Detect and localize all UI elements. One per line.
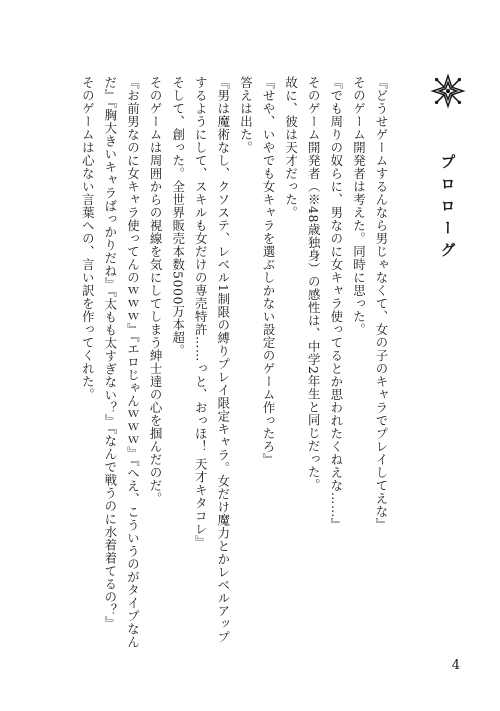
text-line: 答えは出た。 xyxy=(238,76,254,154)
text-line: 『男は魔術なし、クソステ、レベル1制限の縛りプレイ限定キャラ。女だけ魔力とかレベルアップ xyxy=(215,76,231,644)
text-line: するようにして、スキルも女だけの専売特許……っと、おっほ！ 天才キタコレ』 xyxy=(193,76,209,549)
text-line: そのゲームは周囲からの視線を気にしてしまう紳士達の心を掴んだのだ。 xyxy=(148,76,164,505)
chapter-title: プロローグ xyxy=(438,154,457,264)
body-text xyxy=(76,76,392,649)
text-line: そのゲームは心ない言葉への、言い訳を作ってくれた。 xyxy=(80,76,96,401)
chapter-heading xyxy=(428,72,468,264)
page-number: 4 xyxy=(451,658,460,673)
text-line: そして、創った。全世界販売本数5000万本超。 xyxy=(170,76,186,357)
text-line: 『どうせゲームするんなら男じゃなくて、女の子のキャラでプレイしてえな』 xyxy=(374,76,389,531)
text-line: そのゲーム開発者は考えた。同時に思った。 xyxy=(351,76,367,336)
text-line: 『お前男なのに女キャラ使ってんのｗｗｗ』『エロじゃんｗｗｗ』『へえ、こういうのがタイプなん xyxy=(125,76,141,649)
diamond-flourish-icon xyxy=(429,72,467,110)
text-line: 故に、彼は天才だった。 xyxy=(283,76,299,219)
text-line: 『でも周りの奴らに、男なのに女キャラ使ってるとか思われたくねえな……』 xyxy=(328,76,344,531)
text-line: だ』『胸大きいキャラばっかりだね』『太もも太すぎない？』『なんで戦うのに水着着てるの？』 xyxy=(102,76,118,630)
text-line: 『せや、いやでも女キャラを選ぶしかない設定のゲーム作ったろ』 xyxy=(261,76,277,466)
text-line: そのゲーム開発者（※48歳独身）の感性は、中学2年生と同じだった。 xyxy=(306,76,322,492)
